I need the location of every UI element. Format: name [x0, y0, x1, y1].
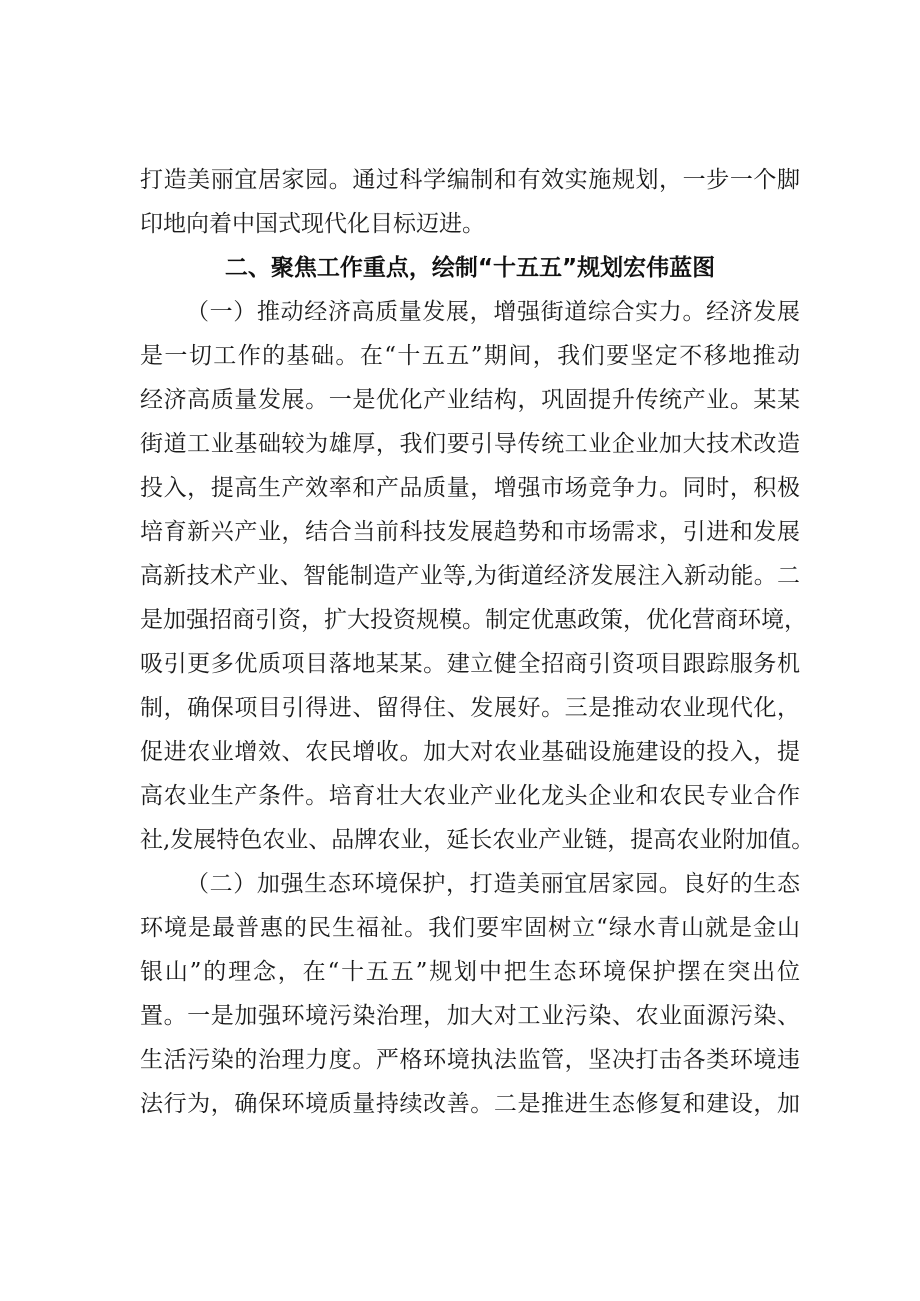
- body-text-line: 银山”的理念，在“十五五”规划中把生态环境保护摆在突出位: [140, 959, 800, 985]
- body-text-line: 环境是最普惠的民生福祉。我们要牢固树立“绿水青山就是金山: [140, 915, 800, 941]
- body-text-line: 吸引更多优质项目落地某某。建立健全招商引资项目跟踪服务机: [140, 651, 800, 677]
- body-text-line: 是一切工作的基础。在“十五五”期间，我们要坚定不移地推动: [140, 343, 800, 369]
- body-text-line: 投入，提高生产效率和产品质量，增强市场竞争力。同时，积极: [140, 475, 800, 501]
- body-text-line: 置。一是加强环境污染治理，加大对工业污染、农业面源污染、: [140, 1003, 800, 1029]
- body-text-line: 制，确保项目引得进、留得住、发展好。三是推动农业现代化，: [140, 695, 800, 721]
- body-text-line: 法行为，确保环境质量持续改善。二是推进生态修复和建设，加: [140, 1091, 800, 1117]
- body-text-line: 社,发展特色农业、品牌农业，延长农业产业链，提高农业附加值。: [140, 827, 815, 853]
- body-text-line: 是加强招商引资，扩大投资规模。制定优惠政策，优化营商环境，: [140, 607, 807, 633]
- body-text-line: 印地向着中国式现代化目标迈进。: [140, 211, 485, 237]
- body-text-line: 促进农业增效、农民增收。加大对农业基础设施建设的投入，提: [140, 739, 800, 765]
- body-text-line: 生活污染的治理力度。严格环境执法监管，坚决打击各类环境违: [140, 1047, 800, 1073]
- body-text-line: 打造美丽宜居家园。通过科学编制和有效实施规划，一步一个脚: [140, 167, 800, 193]
- body-text-line: 高农业生产条件。培育壮大农业产业化龙头企业和农民专业合作: [140, 783, 800, 809]
- body-text-line: 街道工业基础较为雄厚，我们要引导传统工业企业加大技术改造: [140, 431, 800, 457]
- body-text-line: 高新技术产业、智能制造产业等,为街道经济发展注入新动能。二: [140, 563, 800, 589]
- paragraph-first-line: （二）加强生态环境保护，打造美丽宜居家园。良好的生态: [186, 871, 800, 897]
- body-text-line: 培育新兴产业，结合当前科技发展趋势和市场需求，引进和发展: [140, 519, 800, 545]
- section-heading: 二、聚焦工作重点，绘制“十五五”规划宏伟蓝图: [224, 255, 716, 281]
- body-text-line: 经济高质量发展。一是优化产业结构，巩固提升传统产业。某某: [140, 387, 800, 413]
- paragraph-first-line: （一）推动经济高质量发展，增强街道综合实力。经济发展: [186, 299, 800, 325]
